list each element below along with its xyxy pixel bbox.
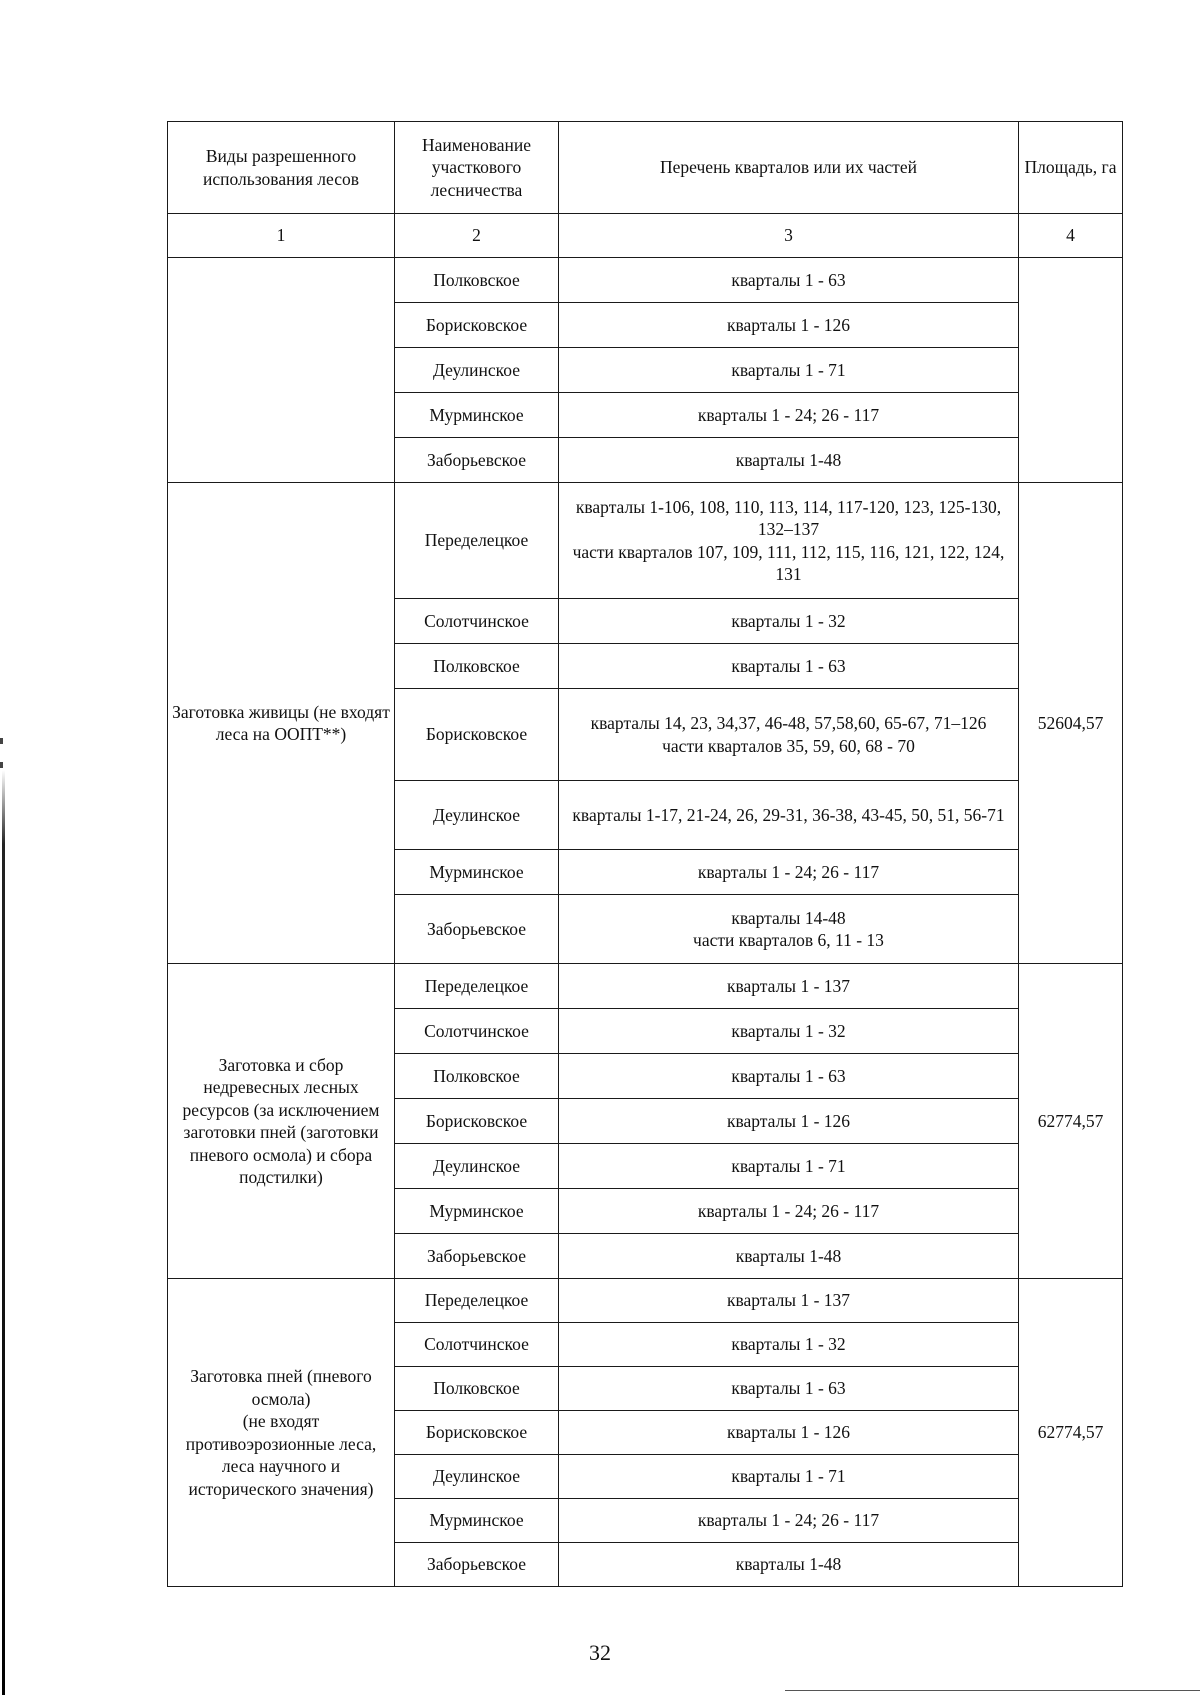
forestry-cell: Переделецкое — [395, 964, 559, 1009]
forestry-cell: Солотчинское — [395, 1323, 559, 1367]
quarters-cell: кварталы 1-48 — [559, 1543, 1019, 1587]
table-row — [168, 258, 1123, 303]
quarters-cell: кварталы 1 - 24; 26 - 117 — [559, 393, 1019, 438]
forestry-cell: Деулинское — [395, 348, 559, 393]
quarters-cell: кварталы 1 - 63 — [559, 1054, 1019, 1099]
column-numbers-row — [168, 214, 1123, 258]
quarters-cell: кварталы 1 - 71 — [559, 348, 1019, 393]
forestry-cell: Переделецкое — [395, 1279, 559, 1323]
column-number: 3 — [559, 214, 1019, 258]
quarters-cell: кварталы 1 - 63 — [559, 258, 1019, 303]
forestry-cell: Полковское — [395, 258, 559, 303]
table-row — [168, 1279, 1123, 1323]
forestry-cell: Полковское — [395, 1054, 559, 1099]
forestry-cell: Полковское — [395, 1367, 559, 1411]
table-row — [168, 483, 1123, 599]
quarters-cell: кварталы 1 - 32 — [559, 599, 1019, 644]
quarters-cell: кварталы 1 - 126 — [559, 1411, 1019, 1455]
quarters-cell: кварталы 1 - 71 — [559, 1144, 1019, 1189]
forestry-cell: Борисковское — [395, 1411, 559, 1455]
header-quarters: Перечень кварталов или их частей — [559, 122, 1019, 214]
forestry-cell: Солотчинское — [395, 599, 559, 644]
forestry-cell: Борисковское — [395, 689, 559, 781]
page-number: 32 — [589, 1640, 611, 1665]
forestry-cell: Мурминское — [395, 1189, 559, 1234]
quarters-cell: кварталы 14-48 части кварталов 6, 11 - 13 — [559, 895, 1019, 964]
forestry-cell: Борисковское — [395, 303, 559, 348]
forestry-cell: Полковское — [395, 644, 559, 689]
forestry-cell: Заборьевское — [395, 895, 559, 964]
quarters-cell: кварталы 1 - 137 — [559, 964, 1019, 1009]
quarters-cell: кварталы 1-106, 108, 110, 113, 114, 117-120, 123, 125-130, 132–137 части кварталов 107, 109, 111, 112, 115, 116, 121, 122, 124, 131 — [559, 483, 1019, 599]
table-row — [168, 964, 1123, 1009]
quarters-cell: кварталы 1 - 126 — [559, 303, 1019, 348]
quarters-cell: кварталы 1 - 63 — [559, 644, 1019, 689]
area-cell: 62774,57 — [1019, 1279, 1123, 1587]
use-type-cell: Заготовка живицы (не входят леса на ООПТ**) — [168, 483, 395, 964]
scan-edge-mark — [2, 770, 5, 1695]
quarters-cell: кварталы 1-48 — [559, 1234, 1019, 1279]
quarters-cell: кварталы 1 - 24; 26 - 117 — [559, 1499, 1019, 1543]
header-use-type: Виды разрешенного использования лесов — [168, 122, 395, 214]
forestry-cell: Мурминское — [395, 850, 559, 895]
quarters-cell: кварталы 1 - 71 — [559, 1455, 1019, 1499]
header-forestry: Наименование участкового лесничества — [395, 122, 559, 214]
area-cell — [1019, 258, 1123, 483]
table-header-row — [168, 122, 1123, 214]
column-number: 4 — [1019, 214, 1123, 258]
area-cell: 52604,57 — [1019, 483, 1123, 964]
forestry-cell: Заборьевское — [395, 438, 559, 483]
quarters-cell: кварталы 1 - 63 — [559, 1367, 1019, 1411]
quarters-cell: кварталы 1-17, 21-24, 26, 29-31, 36-38, 43-45, 50, 51, 56-71 — [559, 781, 1019, 850]
use-type-cell — [168, 258, 395, 483]
quarters-cell: кварталы 1-48 — [559, 438, 1019, 483]
use-type-cell: Заготовка и сбор недревесных лесных ресурсов (за исключением заготовки пней (заготовки пневого осмола) и сбора подстилки) — [168, 964, 395, 1279]
quarters-cell: кварталы 14, 23, 34,37, 46-48, 57,58,60, 65-67, 71–126 части кварталов 35, 59, 60, 68 - 70 — [559, 689, 1019, 781]
forestry-cell: Деулинское — [395, 1455, 559, 1499]
header-area: Площадь, га — [1019, 122, 1123, 214]
forestry-cell: Мурминское — [395, 1499, 559, 1543]
quarters-cell: кварталы 1 - 24; 26 - 117 — [559, 1189, 1019, 1234]
forestry-cell: Борисковское — [395, 1099, 559, 1144]
quarters-cell: кварталы 1 - 24; 26 - 117 — [559, 850, 1019, 895]
scan-tick-mark — [0, 762, 3, 768]
quarters-cell: кварталы 1 - 32 — [559, 1323, 1019, 1367]
forestry-cell: Переделецкое — [395, 483, 559, 599]
forest-use-table — [167, 121, 1123, 1587]
scan-bottom-line — [785, 1690, 1200, 1691]
forestry-cell: Деулинское — [395, 781, 559, 850]
forestry-cell: Мурминское — [395, 393, 559, 438]
quarters-cell: кварталы 1 - 32 — [559, 1009, 1019, 1054]
quarters-cell: кварталы 1 - 137 — [559, 1279, 1019, 1323]
scan-tick-mark — [0, 738, 3, 744]
column-number: 2 — [395, 214, 559, 258]
forestry-cell: Заборьевское — [395, 1543, 559, 1587]
quarters-cell: кварталы 1 - 126 — [559, 1099, 1019, 1144]
column-number: 1 — [168, 214, 395, 258]
area-cell: 62774,57 — [1019, 964, 1123, 1279]
forestry-cell: Солотчинское — [395, 1009, 559, 1054]
use-type-cell: Заготовка пней (пневого осмола) (не входят противоэрозионные леса, леса научного и исторического значения) — [168, 1279, 395, 1587]
forestry-cell: Заборьевское — [395, 1234, 559, 1279]
forestry-cell: Деулинское — [395, 1144, 559, 1189]
